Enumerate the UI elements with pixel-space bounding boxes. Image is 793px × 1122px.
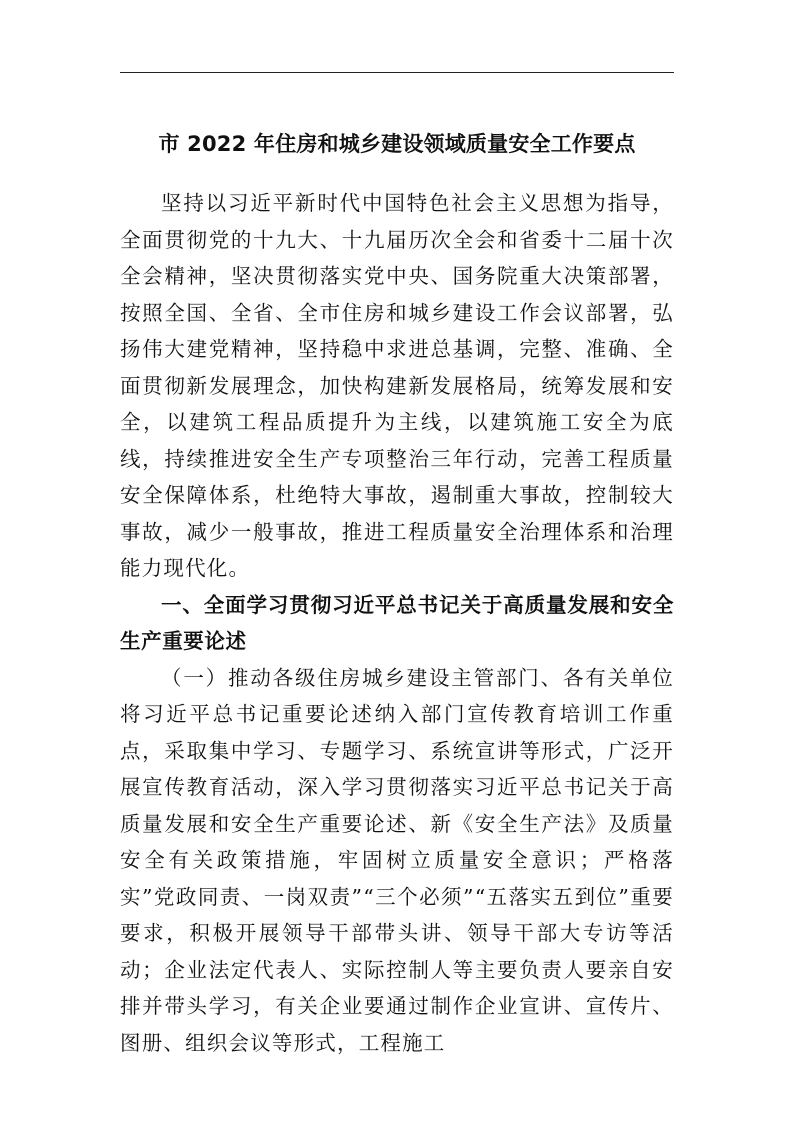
- document-title: 市 2022 年住房和城乡建设领域质量安全工作要点: [158, 132, 636, 156]
- section-heading: 一、全面学习贯彻习近平总书记关于高质量发展和安全生产重要论述: [120, 592, 674, 653]
- document-body: [120, 185, 674, 1061]
- intro-paragraph: 坚持以习近平新时代中国特色社会主义思想为指导，全面贯彻党的十九大、十九届历次全会和省委十二届十次全会精神，坚决贯彻落实党中央、国务院重大决策部署，按照全国、全省、全市住房和城乡建设工作会议部署，弘扬伟大建党精神，坚持稳中求进总基调，完整、准确、全面贯彻新发展理念，加快构建新发展格局，统筹发展和安全，以建筑工程品质提升为主线，以建筑施工安全为底线，持续推进安全生产专项整治三年行动，完善工程质量安全保障体系，杜绝特大事故，遏制重大事故，控制较大事故，减少一般事故，推进工程质量安全治理体系和治理能力现代化。: [120, 191, 674, 580]
- header-rule: [120, 72, 674, 73]
- section-item-paragraph: （一）推动各级住房城乡建设主管部门、各有关单位将习近平总书记重要论述纳入部门宣传教育培训工作重点，采取集中学习、专题学习、系统宣讲等形式，广泛开展宣传教育活动，深入学习贯彻落实习近平总书记关于高质量发展和安全生产重要论述、新《安全生产法》及质量安全有关政策措施，牢固树立质量安全意识；严格落实”党政同责、一岗双责”“三个必须”“五落实五到位”重要要求，积极开展领导干部带头讲、领导干部大专访等活动；企业法定代表人、实际控制人等主要负责人要亲自安排并带头学习，有关企业要通过制作企业宣讲、宣传片、图册、组织会议等形式，工程施工: [120, 665, 674, 1055]
